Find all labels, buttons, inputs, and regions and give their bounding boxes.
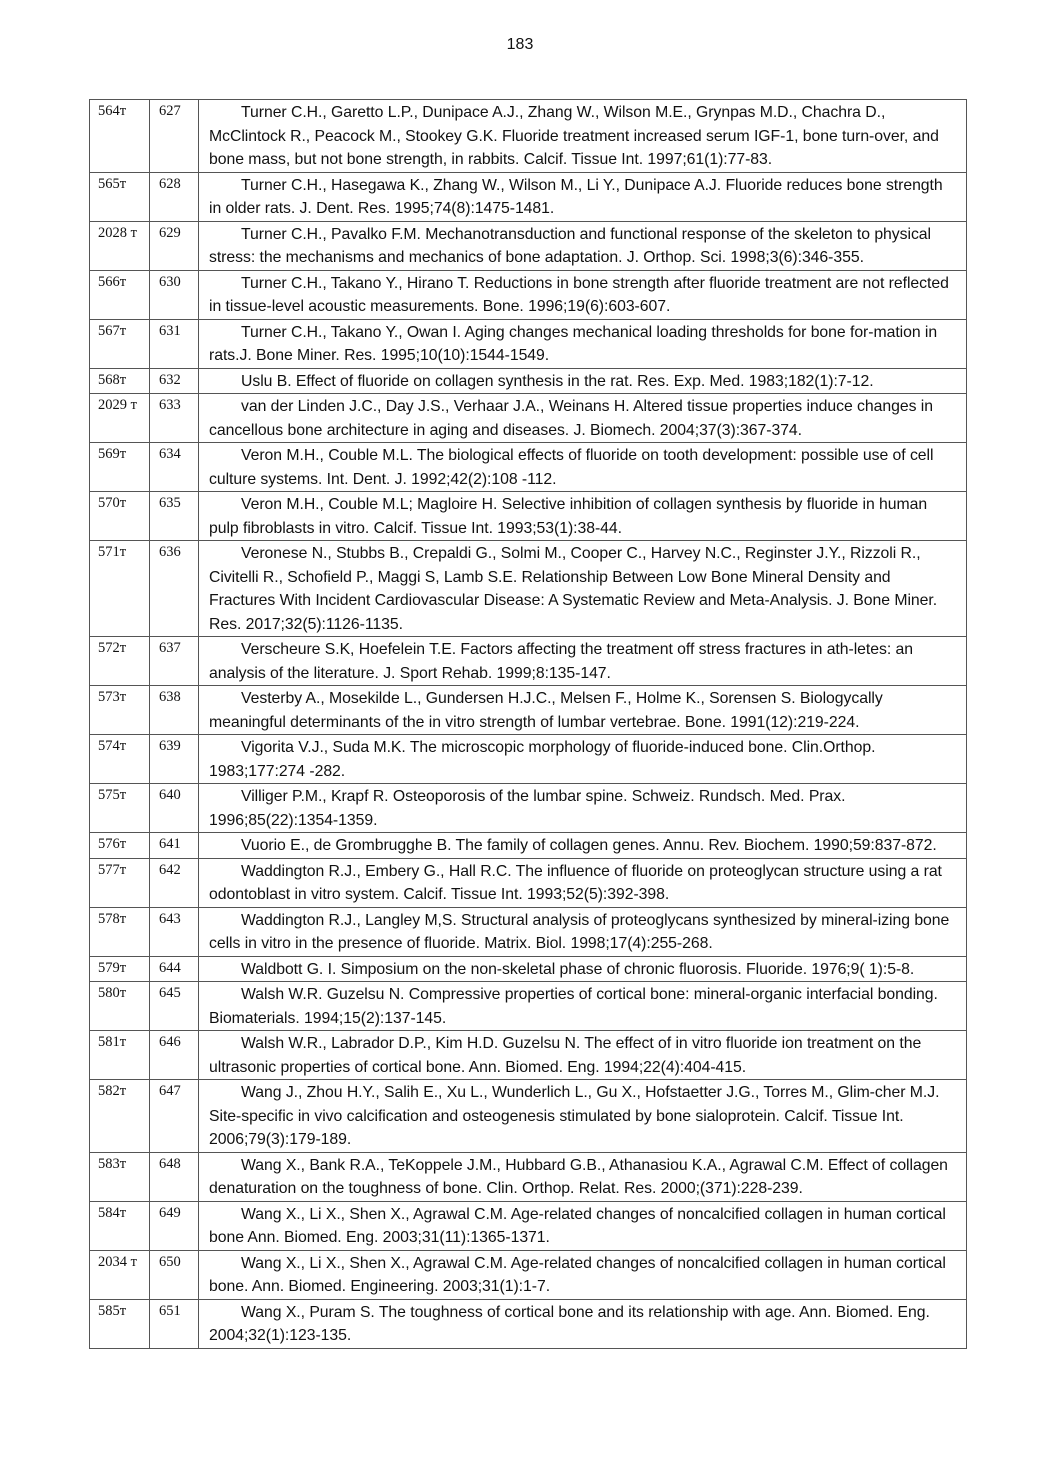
reference-number: 636	[150, 541, 199, 637]
reference-code: 575т	[90, 784, 150, 833]
reference-number: 631	[150, 319, 199, 368]
reference-number: 628	[150, 172, 199, 221]
table-row	[90, 394, 967, 443]
reference-code: 2034 т	[90, 1250, 150, 1299]
table-row	[90, 100, 967, 173]
table-row	[90, 1080, 967, 1153]
reference-number: 649	[150, 1201, 199, 1250]
reference-number: 634	[150, 443, 199, 492]
reference-number: 639	[150, 735, 199, 784]
reference-code: 572т	[90, 637, 150, 686]
reference-citation: Waddington R.J., Embery G., Hall R.C. The influence of fluoride on proteoglycan structure using a rat odontoblast in vitro system. Calcif. Tissue Int. 1993;52(5):392-398.	[199, 858, 967, 907]
reference-number: 650	[150, 1250, 199, 1299]
table-row	[90, 1031, 967, 1080]
reference-citation: Turner C.H., Garetto L.P., Dunipace A.J., Zhang W., Wilson M.E., Grynpas M.D., Chachra D., McClintock R., Peacock M., Stookey G.K. Fluoride treatment increased serum IGF-1, bone turn-over, and bone mass, but not bone strength, in rabbits. Calcif. Tissue Int. 1997;61(1):77-83.	[199, 100, 967, 173]
reference-code: 584т	[90, 1201, 150, 1250]
references-table	[89, 99, 967, 1349]
reference-number: 629	[150, 221, 199, 270]
reference-number: 635	[150, 492, 199, 541]
table-row	[90, 319, 967, 368]
table-row	[90, 907, 967, 956]
reference-citation: Walsh W.R., Labrador D.P., Kim H.D. Guzelsu N. The effect of in vitro fluoride ion treatment on the ultrasonic properties of cortical bone. Ann. Biomed. Eng. 1994;22(4):404-415.	[199, 1031, 967, 1080]
reference-citation: van der Linden J.C., Day J.S., Verhaar J.A., Weinans H. Altered tissue properties induce changes in cancellous bone architecture in aging and diseases. J. Biomech. 2004;37(3):367-374.	[199, 394, 967, 443]
table-row	[90, 368, 967, 394]
reference-code: 581т	[90, 1031, 150, 1080]
reference-citation: Vesterby A., Mosekilde L., Gundersen H.J.C., Melsen F., Holme K., Sorensen S. Biologycally meaningful determinants of the in vitro strength of lumbar vertebrae. Bone. 1991(12):219-224.	[199, 686, 967, 735]
reference-number: 648	[150, 1152, 199, 1201]
reference-number: 646	[150, 1031, 199, 1080]
reference-number: 647	[150, 1080, 199, 1153]
reference-number: 637	[150, 637, 199, 686]
table-row	[90, 956, 967, 982]
reference-code: 2028 т	[90, 221, 150, 270]
reference-citation: Turner C.H., Takano Y., Owan I. Aging changes mechanical loading thresholds for bone for-mation in rats.J. Bone Miner. Res. 1995;10(10):1544-1549.	[199, 319, 967, 368]
reference-number: 633	[150, 394, 199, 443]
table-row	[90, 982, 967, 1031]
reference-citation: Veronese N., Stubbs B., Crepaldi G., Solmi M., Cooper C., Harvey N.C., Reginster J.Y., Rizzoli R., Civitelli R., Schofield P., Maggi S, Lamb S.E. Relationship Between Low Bone Mineral Density and Fractures With Incident Cardiovascular Disease: A Systematic Review and Meta-Analysis. J. Bone Miner. Res. 2017;32(5):1126-1135.	[199, 541, 967, 637]
table-row	[90, 221, 967, 270]
reference-code: 573т	[90, 686, 150, 735]
reference-citation: Waddington R.J., Langley M,S. Structural analysis of proteoglycans synthesized by mineral-izing bone cells in vitro in the presence of fluoride. Matrix. Biol. 1998;17(4):255-268.	[199, 907, 967, 956]
table-row	[90, 1250, 967, 1299]
reference-code: 574т	[90, 735, 150, 784]
reference-number: 630	[150, 270, 199, 319]
reference-citation: Vigorita V.J., Suda M.K. The microscopic morphology of fluoride-induced bone. Clin.Orthop. 1983;177:274 -282.	[199, 735, 967, 784]
reference-number: 644	[150, 956, 199, 982]
reference-code: 576т	[90, 833, 150, 859]
reference-code: 570т	[90, 492, 150, 541]
table-row	[90, 686, 967, 735]
table-row	[90, 1201, 967, 1250]
reference-number: 638	[150, 686, 199, 735]
reference-citation: Wang X., Li X., Shen X., Agrawal C.M. Age-related changes of noncalcified collagen in human cortical bone. Ann. Biomed. Engineering. 2003;31(1):1-7.	[199, 1250, 967, 1299]
reference-number: 651	[150, 1299, 199, 1348]
table-row	[90, 735, 967, 784]
table-row	[90, 784, 967, 833]
reference-code: 577т	[90, 858, 150, 907]
table-row	[90, 1152, 967, 1201]
reference-code: 2029 т	[90, 394, 150, 443]
reference-code: 582т	[90, 1080, 150, 1153]
reference-number: 643	[150, 907, 199, 956]
reference-citation: Veron M.H., Couble M.L. The biological effects of fluoride on tooth development: possible use of cell culture systems. Int. Dent. J. 1992;42(2):108 -112.	[199, 443, 967, 492]
table-row	[90, 443, 967, 492]
reference-code: 565т	[90, 172, 150, 221]
table-row	[90, 637, 967, 686]
table-row	[90, 833, 967, 859]
reference-citation: Turner C.H., Hasegawa K., Zhang W., Wilson M., Li Y., Dunipace A.J. Fluoride reduces bone strength in older rats. J. Dent. Res. 1995;74(8):1475-1481.	[199, 172, 967, 221]
reference-code: 567т	[90, 319, 150, 368]
table-row	[90, 858, 967, 907]
reference-citation: Wang X., Li X., Shen X., Agrawal C.M. Age-related changes of noncalcified collagen in human cortical bone Ann. Biomed. Eng. 2003;31(11):1365-1371.	[199, 1201, 967, 1250]
table-row	[90, 1299, 967, 1348]
reference-code: 583т	[90, 1152, 150, 1201]
reference-number: 640	[150, 784, 199, 833]
reference-citation: Wang X., Bank R.A., TeKoppele J.M., Hubbard G.B., Athanasiou K.A., Agrawal C.M. Effect of collagen denaturation on the toughness of bone. Clin. Orthop. Relat. Res. 2000;(371):228-239.	[199, 1152, 967, 1201]
reference-number: 632	[150, 368, 199, 394]
reference-code: 578т	[90, 907, 150, 956]
reference-citation: Vuorio E., de Grombrugghe B. The family of collagen genes. Annu. Rev. Biochem. 1990;59:837-872.	[199, 833, 967, 859]
references-table-body	[90, 100, 967, 1349]
page-number: 183	[506, 36, 534, 53]
reference-code: 585т	[90, 1299, 150, 1348]
table-row	[90, 492, 967, 541]
reference-number: 627	[150, 100, 199, 173]
reference-citation: Wang X., Puram S. The toughness of cortical bone and its relationship with age. Ann. Biomed. Eng. 2004;32(1):123-135.	[199, 1299, 967, 1348]
reference-citation: Veron M.H., Couble M.L; Magloire H. Selective inhibition of collagen synthesis by fluoride in human pulp fibroblasts in vitro. Calcif. Tissue Int. 1993;53(1):38-44.	[199, 492, 967, 541]
reference-citation: Walsh W.R. Guzelsu N. Compressive properties of cortical bone: mineral-organic interfacial bonding. Biomaterials. 1994;15(2):137-145.	[199, 982, 967, 1031]
reference-number: 641	[150, 833, 199, 859]
reference-citation: Turner C.H., Pavalko F.M. Mechanotransduction and functional response of the skeleton to physical stress: the mechanisms and mechanics of bone adaptation. J. Orthop. Sci. 1998;3(6):346-355.	[199, 221, 967, 270]
table-row	[90, 270, 967, 319]
reference-citation: Uslu B. Effect of fluoride on collagen synthesis in the rat. Res. Exp. Med. 1983;182(1):7-12.	[199, 368, 967, 394]
reference-code: 566т	[90, 270, 150, 319]
reference-code: 568т	[90, 368, 150, 394]
reference-code: 580т	[90, 982, 150, 1031]
reference-code: 564т	[90, 100, 150, 173]
reference-code: 569т	[90, 443, 150, 492]
table-row	[90, 541, 967, 637]
reference-number: 642	[150, 858, 199, 907]
reference-code: 571т	[90, 541, 150, 637]
reference-number: 645	[150, 982, 199, 1031]
table-row	[90, 172, 967, 221]
reference-citation: Waldbott G. I. Simposium on the non-skeletal phase of chronic fluorosis. Fluoride. 1976;9( 1):5-8.	[199, 956, 967, 982]
reference-citation: Verscheure S.K, Hoefelein T.E. Factors affecting the treatment off stress fractures in ath-letes: an analysis of the literature. J. Sport Rehab. 1999;8:135-147.	[199, 637, 967, 686]
reference-citation: Turner C.H., Takano Y., Hirano T. Reductions in bone strength after fluoride treatment are not reflected in tissue-level acoustic measurements. Bone. 1996;19(6):603-607.	[199, 270, 967, 319]
reference-citation: Villiger P.M., Krapf R. Osteoporosis of the lumbar spine. Schweiz. Rundsch. Med. Prax. 1996;85(22):1354-1359.	[199, 784, 967, 833]
reference-citation: Wang J., Zhou H.Y., Salih E., Xu L., Wunderlich L., Gu X., Hofstaetter J.G., Torres M., Glim-cher M.J. Site-specific in vivo calcification and osteogenesis stimulated by bone sialoprotein. Calcif. Tissue Int. 2006;79(3):179-189.	[199, 1080, 967, 1153]
reference-code: 579т	[90, 956, 150, 982]
